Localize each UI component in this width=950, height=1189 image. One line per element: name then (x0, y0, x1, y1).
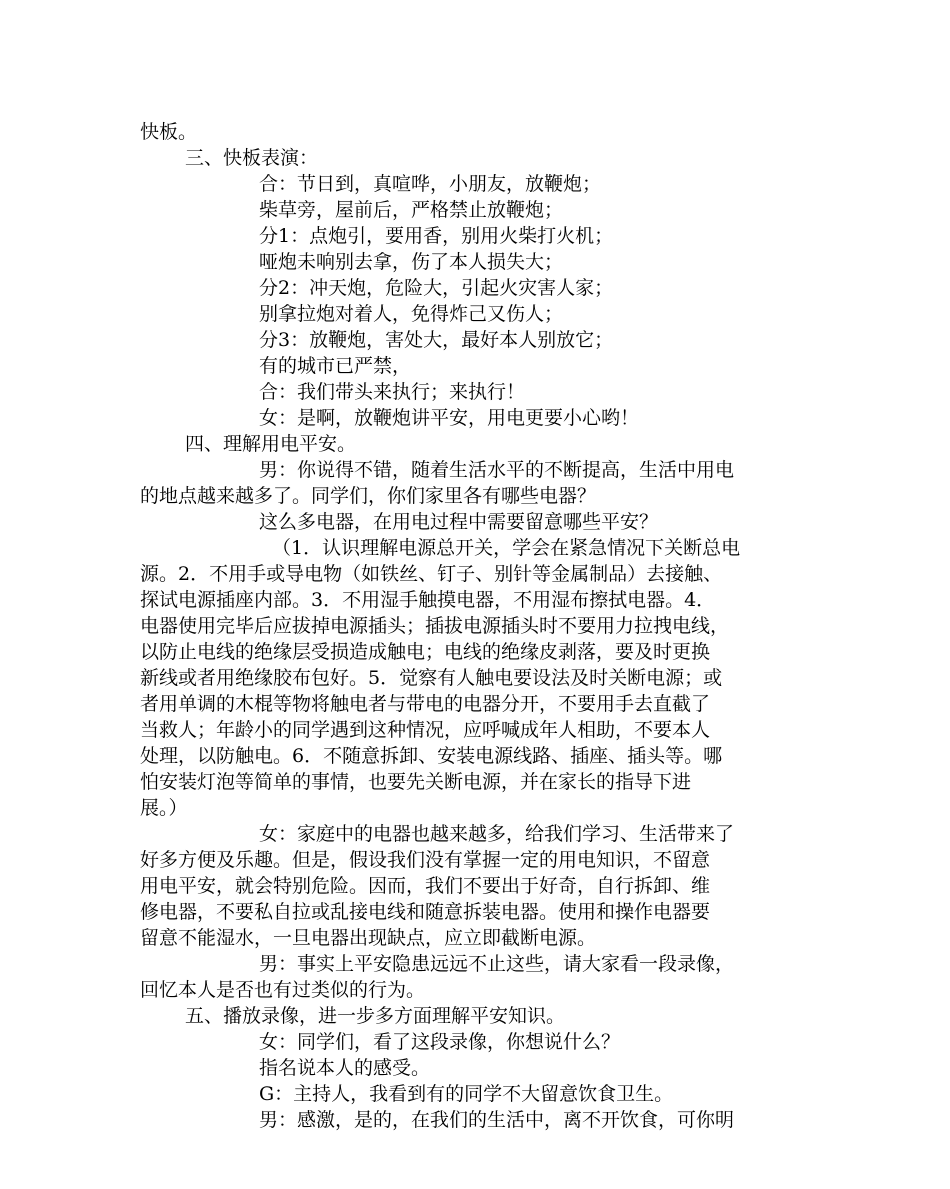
text-line: 展。） (140, 797, 188, 819)
text-line: 修电器，不要私自拉或乱接电线和随意拆装电器。使用和操作电器要 (140, 901, 711, 923)
text-line: 以防止电线的绝缘层受损造成触电；电线的绝缘皮剥落，要及时更换 (140, 641, 711, 663)
text-line: 柴草旁，屋前后，严格禁止放鞭炮； (259, 199, 564, 221)
text-line: G：主持人，我看到有的同学不大留意饮食卫生。 (259, 1083, 674, 1105)
text-line: 当救人；年龄小的同学遇到这种情况，应呼喊成年人相助，不要本人 (140, 719, 711, 741)
text-line: 女：家庭中的电器也越来越多，给我们学习、生活带来了 (259, 823, 735, 845)
text-line: 指名说本人的感受。 (259, 1057, 431, 1079)
text-line: 这么多电器，在用电过程中需要留意哪些平安？ (259, 511, 659, 533)
text-line: 新线或者用绝缘胶布包好。5．觉察有人触电要设法及时关断电源；或 (140, 667, 723, 689)
text-line: 别拿拉炮对着人，免得炸己又伤人； (259, 303, 564, 325)
section-heading: 五、播放录像，进一步多方面理解平安知识。 (185, 1005, 566, 1027)
text-line: 好多方便及乐趣。但是，假设我们没有掌握一定的用电知识，不留意 (140, 849, 711, 871)
text-line: 留意不能湿水，一旦电器出现缺点，应立即截断电源。 (140, 927, 597, 949)
text-line: 女：同学们，看了这段录像，你想说什么？ (259, 1031, 621, 1053)
text-line: （1．认识理解电源总开关，学会在紧急情况下关断总电 (272, 537, 741, 559)
text-line: 合：我们带头来执行；来执行！ (259, 381, 526, 403)
text-line: 有的城市已严禁， (259, 355, 412, 377)
text-line: 用电平安，就会特别危险。因而，我们不要出于好奇，自行拆卸、维 (140, 875, 711, 897)
text-line: 回忆本人是否也有过类似的行为。 (140, 979, 426, 1001)
text-line: 分2：冲天炮，危险大，引起火灾害人家； (259, 277, 614, 299)
text-line: 男：事实上平安隐患远远不止这些，请大家看一段录像， (259, 953, 735, 975)
text-line: 怕安装灯泡等简单的事情，也要先关断电源，并在家长的指导下进 (140, 771, 692, 793)
text-line: 处理，以防触电。6．不随意拆卸、安装电源线路、插座、插头等。哪 (140, 745, 723, 767)
text-line: 合：节日到，真喧哗，小朋友，放鞭炮； (259, 173, 602, 195)
text-line: 的地点越来越多了。同学们，你们家里各有哪些电器？ (140, 485, 597, 507)
section-heading: 四、理解用电平安。 (185, 433, 357, 455)
text-line: 探试电源插座内部。3．不用湿手触摸电器，不用湿布擦拭电器。4． (140, 589, 716, 611)
text-line: 分3：放鞭炮，害处大，最好本人别放它； (259, 329, 614, 351)
text-line: 者用单调的木棍等物将触电者与带电的电器分开，不要用手去直截了 (140, 693, 711, 715)
section-heading: 三、快板表演： (185, 147, 319, 169)
text-line: 男：感激，是的，在我们的生活中，离不开饮食，可你明 (259, 1109, 735, 1131)
text-line: 电器使用完毕后应拔掉电源插头；插拔电源插头时不要用力拉拽电线， (140, 615, 730, 637)
text-line: 男：你说得不错，随着生活水平的不断提高，生活中用电 (259, 459, 735, 481)
text-line: 分1：点炮引，要用香，别用火柴打火机； (259, 225, 614, 247)
text-line: 源。2．不用手或导电物（如铁丝、钉子、别针等金属制品）去接触、 (140, 563, 723, 585)
text-line: 哑炮未响别去拿，伤了本人损失大； (259, 251, 564, 273)
text-line: 快板。 (140, 121, 198, 143)
text-line: 女：是啊，放鞭炮讲平安，用电更要小心哟！ (259, 407, 640, 429)
